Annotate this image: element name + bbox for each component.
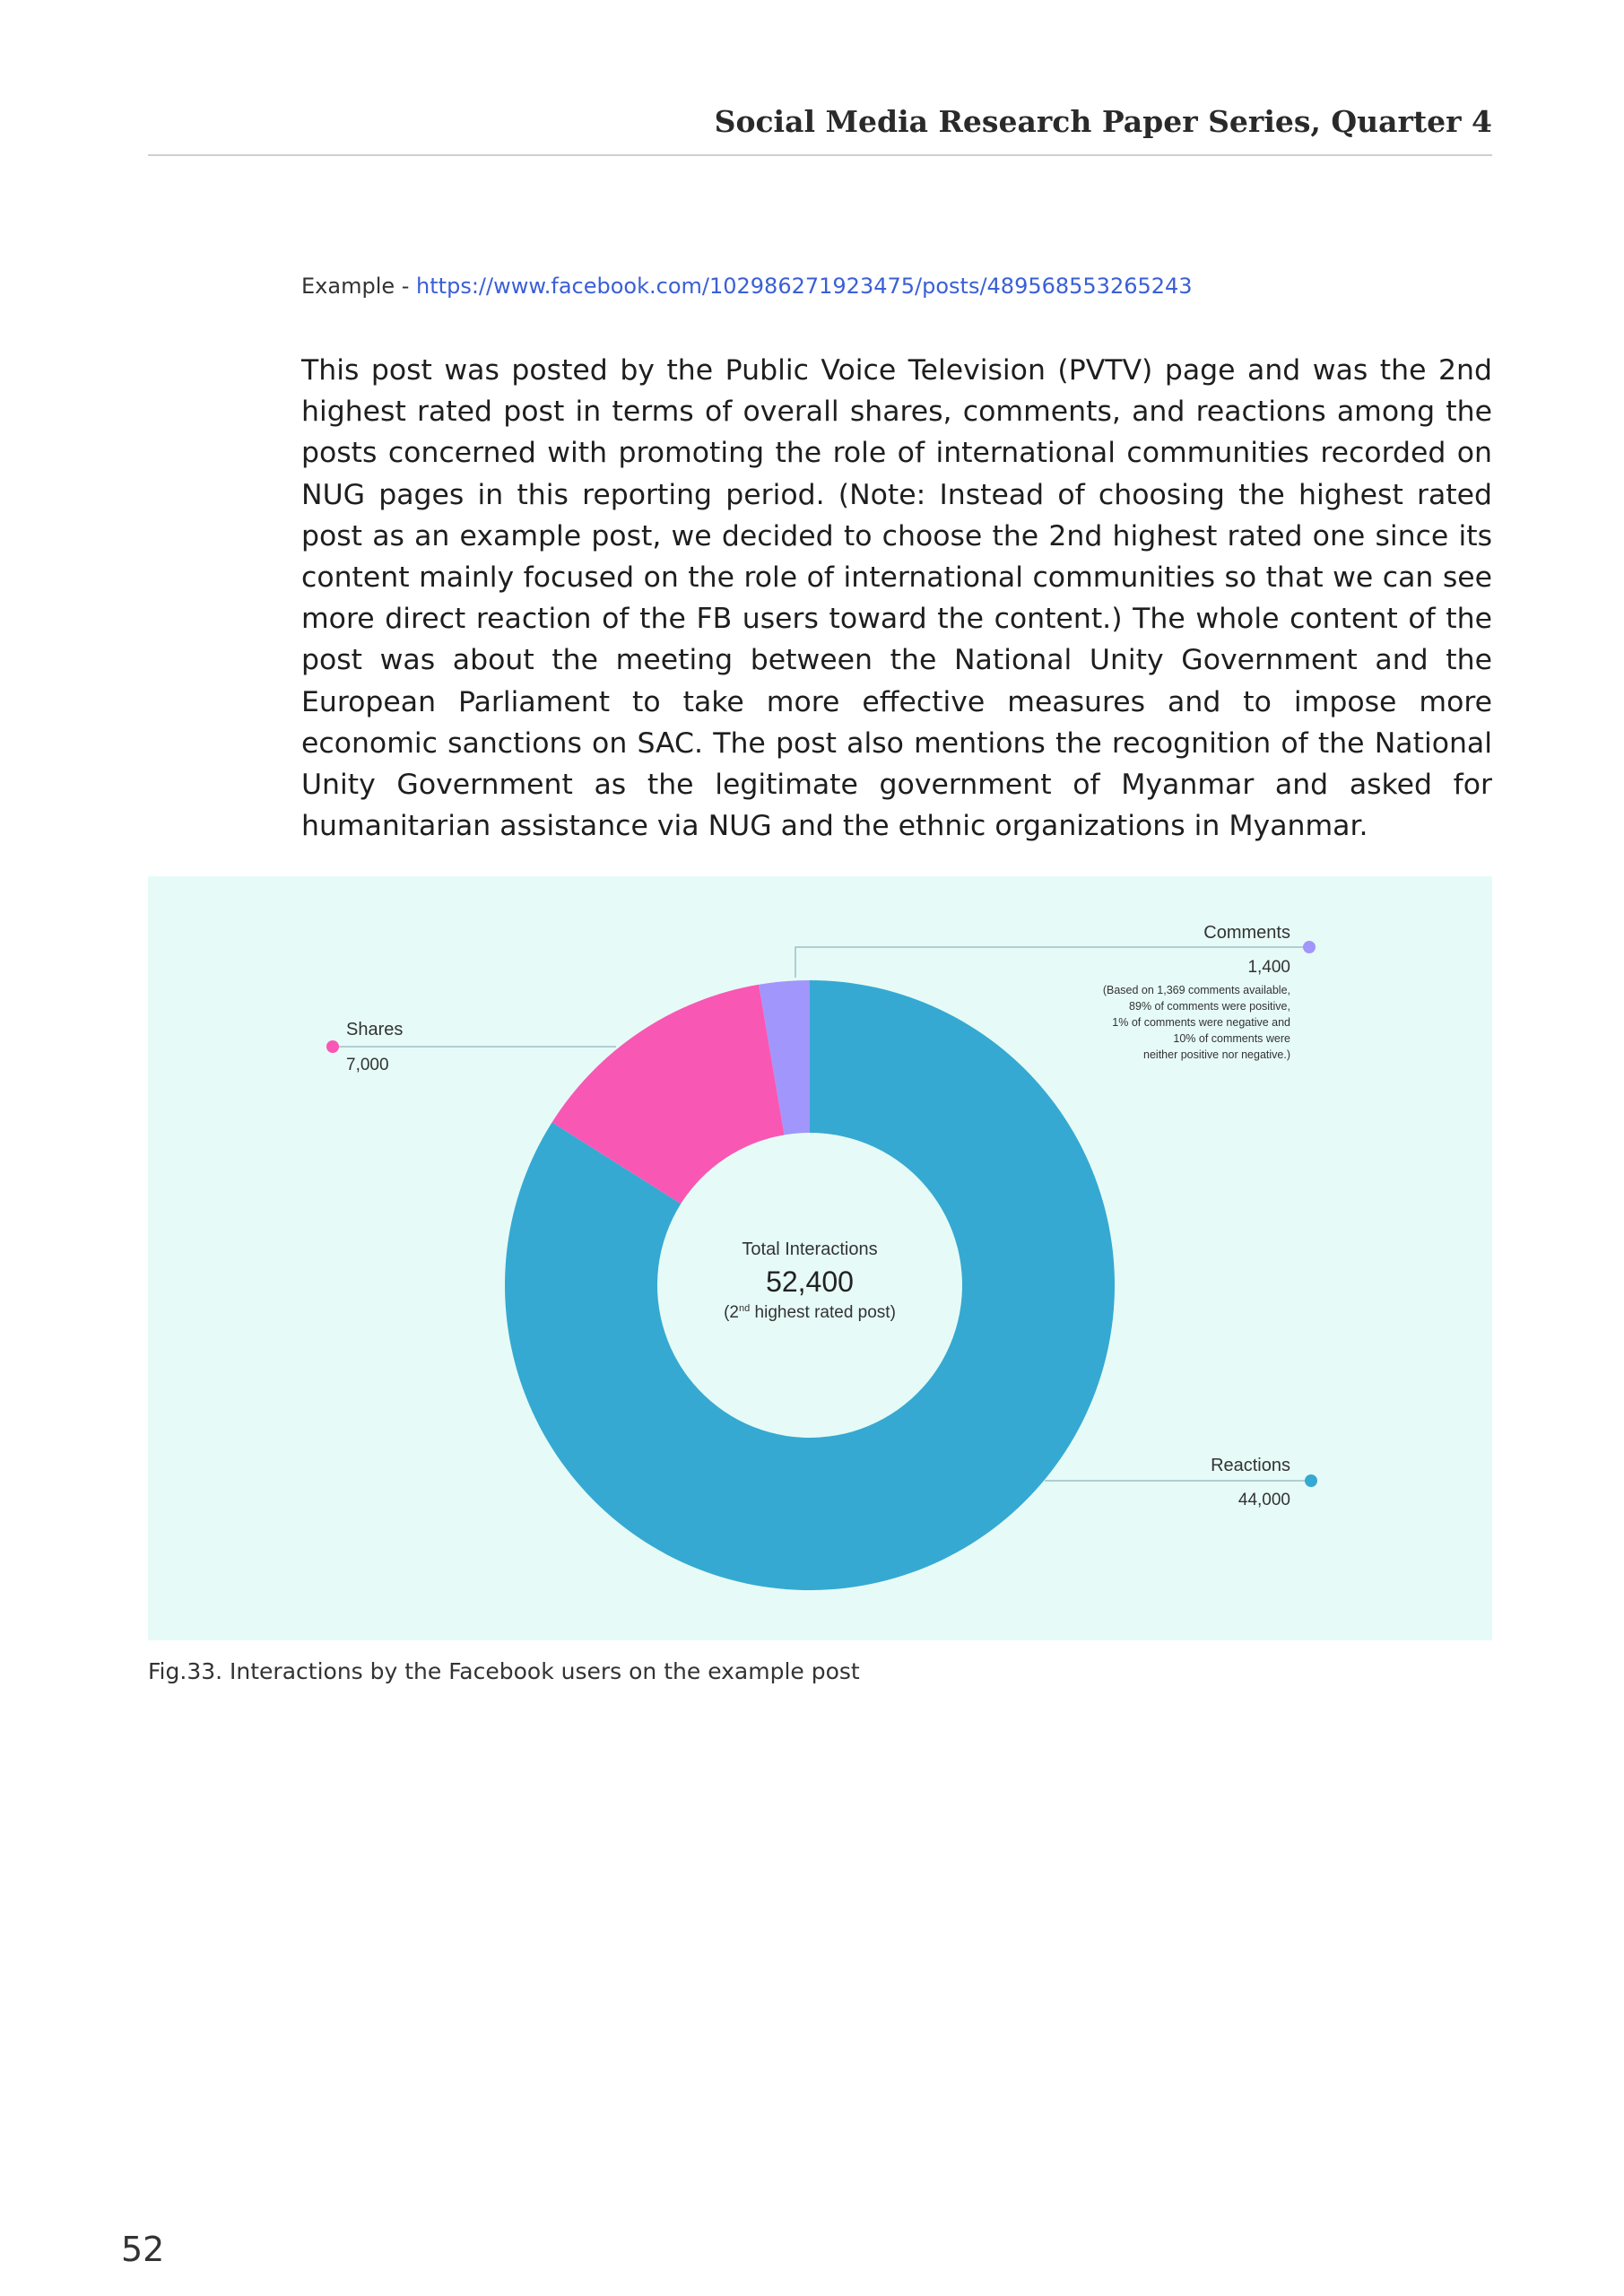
page-number: 52 xyxy=(121,2230,165,2269)
comments-marker xyxy=(1303,941,1316,953)
shares-marker xyxy=(326,1040,339,1053)
example-post-link[interactable]: https://www.facebook.com/102986271923475/posts/489568553265243 xyxy=(416,274,1193,299)
header-divider xyxy=(148,154,1492,156)
comments-note-line-4: 10% of comments were xyxy=(1173,1032,1290,1045)
comments-note-line-5: neither positive nor negative.) xyxy=(1143,1048,1290,1061)
example-line xyxy=(301,274,1193,299)
interactions-donut-chart xyxy=(148,876,1492,1640)
body-paragraph: This post was posted by the Public Voice Television (PVTV) page and was the 2nd highest rated post in terms of overall shares, comments, and reactions among the posts concerned with promoting the role of international communities recorded on NUG pages in this reporting period. (Note: Instead of choosing the highest rated post as an example post, we decided to choose the 2nd highest rated one since its content mainly focused on the role of international communities so that we can see more direct reaction of the FB users toward the content.) The whole content of the post was about the meeting between the National Unity Government and the European Parliament to take more effective measures and to impose more economic sanctions on SAC. The post also mentions the recognition of the National Unity Government as the legitimate government of Myanmar and asked for humanitarian assistance via NUG and the ethnic organizations in Myanmar. xyxy=(301,354,1492,843)
shares-callout xyxy=(326,1020,616,1074)
comments-leader-line xyxy=(795,947,1308,978)
shares-label: Shares xyxy=(346,1020,404,1039)
center-note xyxy=(724,1303,896,1322)
donut-center xyxy=(724,1239,896,1322)
comments-label: Comments xyxy=(1203,923,1290,943)
example-label: Example - xyxy=(301,274,417,299)
reactions-marker xyxy=(1305,1474,1317,1487)
center-note-superscript: nd xyxy=(739,1303,751,1314)
donut-chart-svg xyxy=(148,876,1492,1640)
center-label: Total Interactions xyxy=(742,1239,878,1259)
reactions-value: 44,000 xyxy=(1238,1491,1290,1509)
comments-note-line-1: (Based on 1,369 comments available, xyxy=(1102,984,1290,996)
comments-value: 1,400 xyxy=(1247,958,1290,977)
center-note-prefix: (2 xyxy=(724,1303,739,1322)
running-header-title: Social Media Research Paper Series, Quarter 4 xyxy=(714,104,1492,139)
comments-note-line-3: 1% of comments were negative and xyxy=(1112,1016,1290,1029)
center-note-suffix: highest rated post) xyxy=(750,1303,896,1322)
figure-caption: Fig.33. Interactions by the Facebook users on the example post xyxy=(148,1658,860,1684)
center-value: 52,400 xyxy=(766,1265,854,1298)
reactions-callout xyxy=(1045,1456,1317,1509)
comments-note-line-2: 89% of comments were positive, xyxy=(1129,1000,1290,1013)
shares-value: 7,000 xyxy=(346,1056,389,1074)
reactions-label: Reactions xyxy=(1211,1456,1290,1475)
